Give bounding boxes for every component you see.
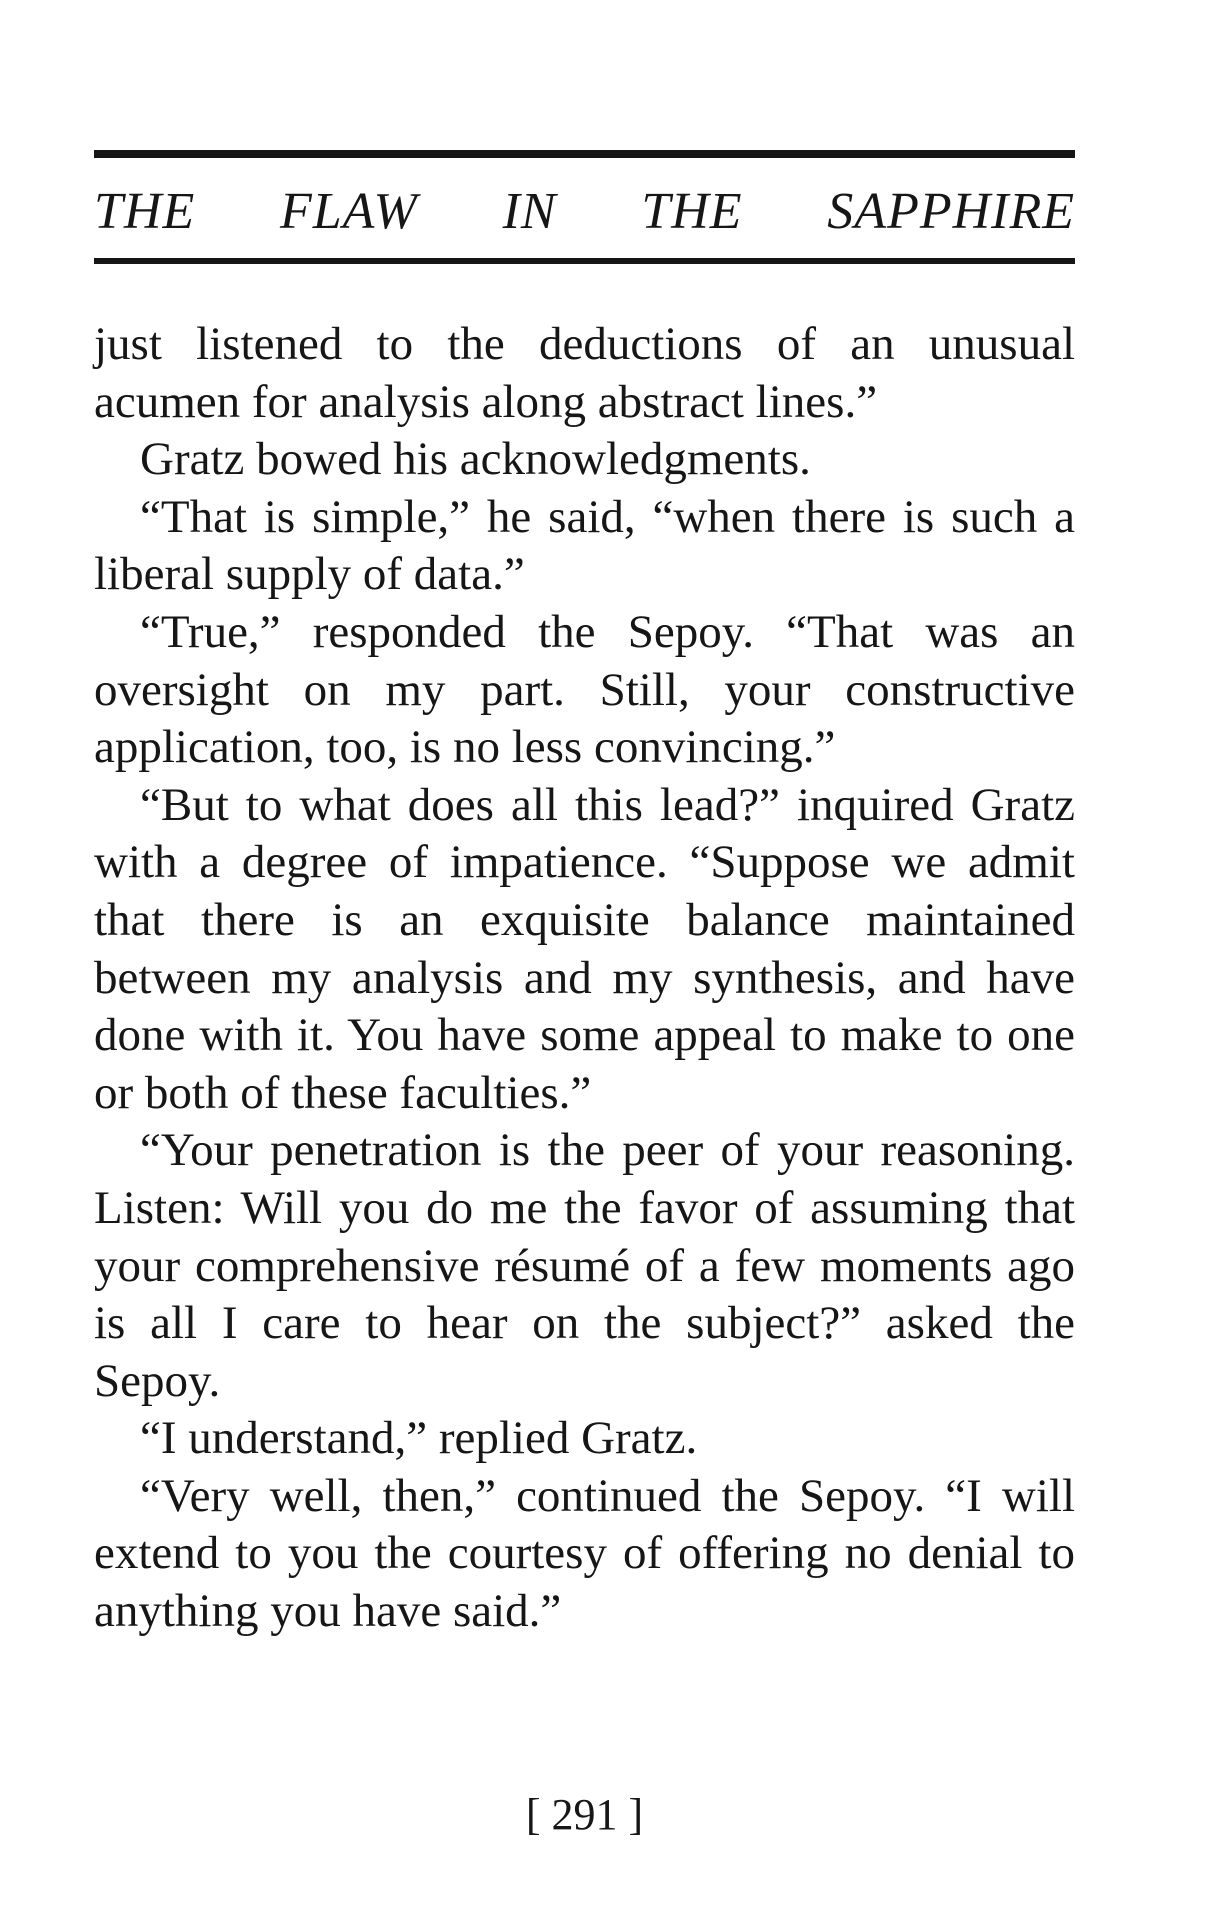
paragraph-4: “True,” responded the Sepoy. “That was an oversight on my part. Still, your constructive application, too, is no less convincing.”: [94, 605, 1075, 774]
paragraph-2: Gratz bowed his acknowledgments.: [140, 433, 811, 486]
header-rule-bottom: [94, 258, 1075, 264]
paragraph-1: just listened to the deductions of an unusual acumen for analysis along abstract lines.”: [94, 318, 1075, 428]
paragraph-5: “But to what does all this lead?” inquired Gratz with a degree of impatience. “Suppose we admit that there is an exquisite balance maintained between my analysis and my synthesis, and have done with it. You have some appeal to make to one or both of these faculties.”: [94, 778, 1075, 1119]
book-page: [94, 0, 1075, 1925]
running-head: THE FLAW IN THE SAPPHIRE: [94, 183, 1075, 240]
paragraph-8: “Very well, then,” continued the Sepoy. “I will extend to you the courtesy of offering no denial to anything you have said.”: [94, 1469, 1075, 1638]
paragraph-3: “That is simple,” he said, “when there is such a liberal supply of data.”: [94, 490, 1075, 601]
body-text: [94, 316, 1075, 1641]
page-number: [ 291 ]: [525, 1790, 644, 1839]
header-rule-top: [94, 150, 1075, 158]
paragraph-6: “Your penetration is the peer of your reasoning. Listen: Will you do me the favor of assuming that your comprehensive résumé of a few moments ago is all I care to hear on the subject?” asked the Sepoy.: [94, 1124, 1075, 1407]
paragraph-7: “I understand,” replied Gratz.: [140, 1412, 698, 1465]
